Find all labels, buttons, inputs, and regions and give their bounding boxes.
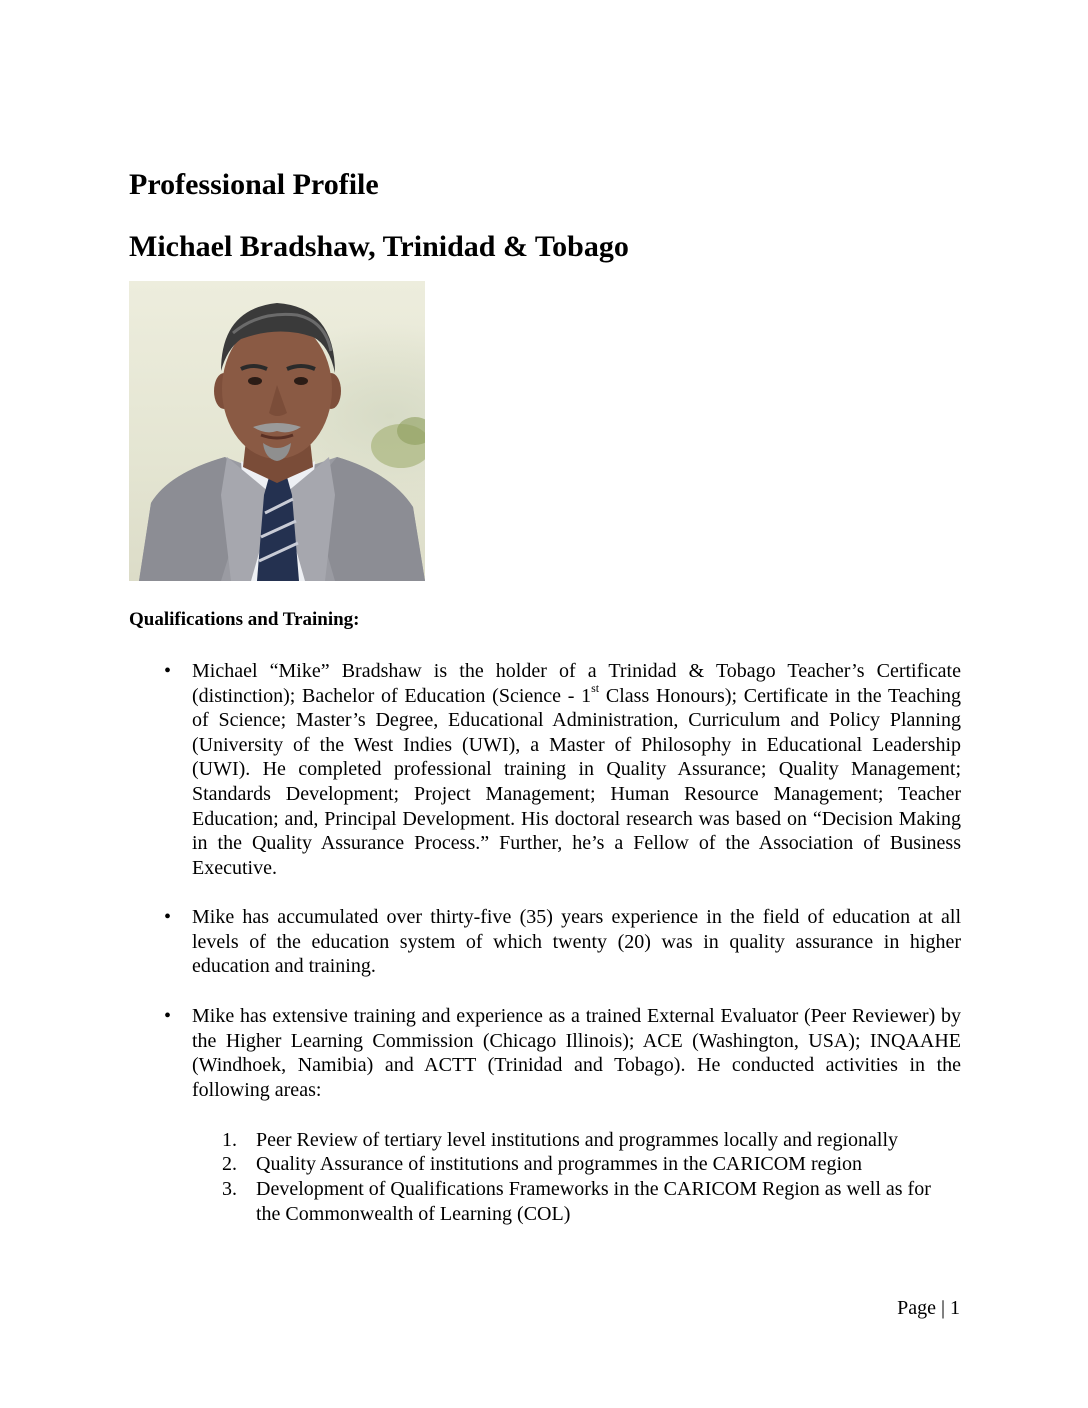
bullet-text: Mike has accumulated over thirty-five (35) years experience in the field of education at all levels of the education system of which twenty (20) was in quality assurance in higher education and training. xyxy=(192,906,961,978)
bullet-marker: • xyxy=(164,660,172,682)
numbered-item-text: Peer Review of tertiary level institutions and programmes locally and regionally xyxy=(256,1129,899,1151)
numbered-item xyxy=(222,1128,956,1153)
numbered-item xyxy=(222,1152,956,1177)
numbered-item xyxy=(222,1177,956,1226)
numbered-item-text: Quality Assurance of institutions and programmes in the CARICOM region xyxy=(256,1153,863,1175)
section-heading-qualifications: Qualifications and Training: xyxy=(129,609,360,630)
bullet-marker: • xyxy=(164,906,172,928)
bullet-text: Mike has extensive training and experience as a trained External Evaluator (Peer Reviewer) by the Higher Learning Commission (Chicago Illinois); ACE (Washington, USA); INQAAHE (Windhoek, Namibia) and ACTT (Trinidad and Tobago). He conducted activities in the following areas: xyxy=(192,1005,961,1101)
page-title: Professional Profile xyxy=(129,168,379,201)
numbered-marker: 3. xyxy=(222,1178,237,1200)
numbered-marker: 2. xyxy=(222,1153,237,1175)
bullet-text-part: Class Honours); Certificate in the Teaching of Science; Master’s Degree, Educational Administration, Curriculum and Policy Planning (University of the West Indies (UWI), a Master of Philosophy in Educational Leadership (UWI). He completed professional training in Quality Assurance; Quality Management; Standards Development; Project Management; Human Resource Management; Teacher Education; and, Principal Development. His doctoral research was based on “Decision Making in the Quality Assurance Process.” Further, he’s a Fellow of the Association of Business Executive. xyxy=(192,684,961,879)
portrait-illustration xyxy=(129,281,425,581)
profile-photo xyxy=(129,281,425,581)
numbered-marker: 1. xyxy=(222,1129,237,1151)
bullet-item xyxy=(164,1004,961,1102)
bullet-item xyxy=(164,659,961,880)
bullet-text xyxy=(192,659,961,880)
bullet-marker: • xyxy=(164,1005,172,1027)
numbered-item-text: Development of Qualifications Frameworks in the CARICOM Region as well as for the Commonwealth of Learning (COL) xyxy=(256,1178,931,1225)
profile-name: Michael Bradshaw, Trinidad & Tobago xyxy=(129,230,629,263)
page-number-footer: Page | 1 xyxy=(897,1297,960,1319)
bullet-text-part: Michael “Mike” Bradshaw is the holder of a Trinidad & Tobago Teacher’s Certificate (distinction); Bachelor of Education (Science - 1 xyxy=(192,660,961,707)
superscript-ordinal: st xyxy=(591,680,600,695)
bullet-item xyxy=(164,905,961,979)
